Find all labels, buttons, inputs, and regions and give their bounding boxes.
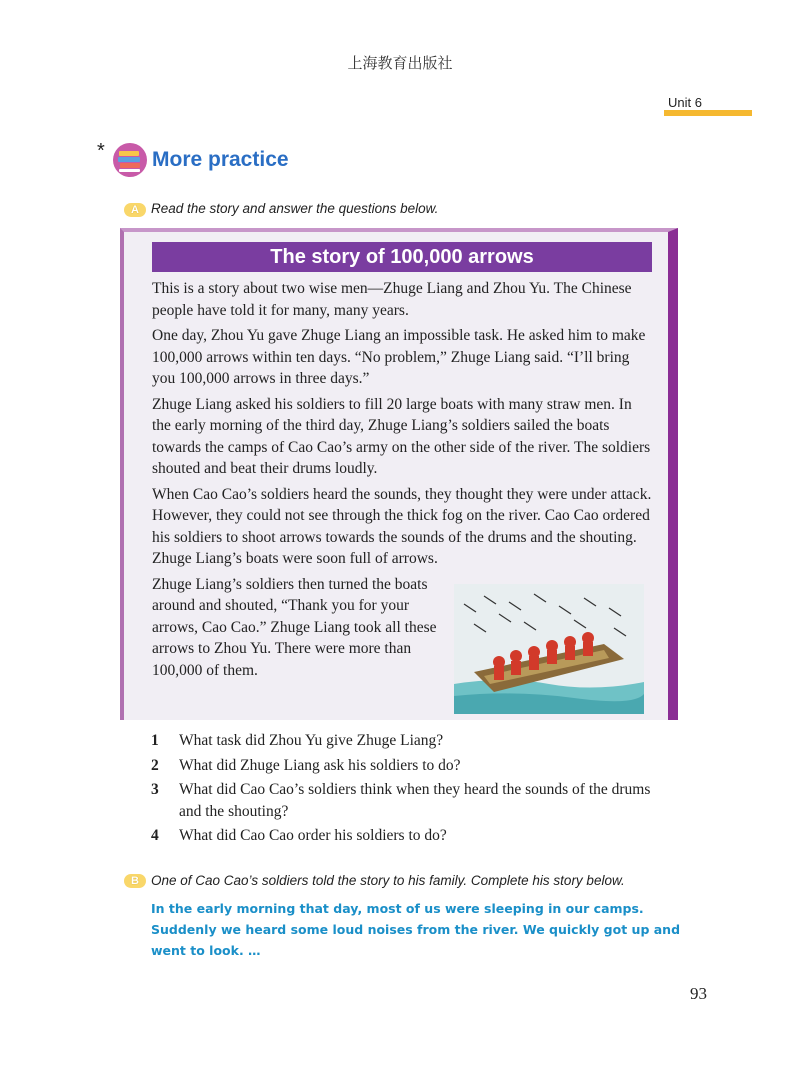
story-paragraph-5: Zhuge Liang’s soldiers then turned the boats around and shouted, “Thank you for your arrows, Cao Cao.” Zhuge Liang took all these arrows to Zhou Yu. There were more than 100,000 of them. (152, 575, 437, 679)
question-text: What task did Zhou Yu give Zhuge Liang? (179, 732, 444, 749)
question-item (151, 825, 671, 847)
story-paragraph-3: Zhuge Liang asked his soldiers to fill 20 large boats with many straw men. In the early morning of the third day, Zhuge Liang’s soldiers sailed the boats towards the camps of Cao Cao’s army on the other side of the river. The soldiers shouted and beat their drums loudly. (152, 395, 651, 477)
story-box (120, 228, 678, 720)
publisher-header: 上海教育出版社 (347, 54, 453, 72)
question-text: What did Zhuge Liang ask his soldiers to do? (179, 756, 461, 774)
books-icon (112, 142, 148, 178)
part-b-story-start: In the early morning that day, most of us were sleeping in our camps. Suddenly we heard some loud noises from the river. We quickly got up and went to look. … (151, 901, 681, 958)
part-b-badge: B (124, 874, 146, 888)
boats-arrows-illustration (454, 584, 644, 714)
question-text: What did Cao Cao’s soldiers think when they heard the sounds of the drums and the shouting? (179, 781, 651, 820)
page-number: 93 (690, 984, 707, 1003)
part-b-instruction: One of Cao Cao’s soldiers told the story to his family. Complete his story below. (151, 873, 625, 888)
unit-label: Unit 6 (668, 95, 702, 110)
question-item (151, 730, 671, 752)
question-text: What did Cao Cao order his soldiers to do? (179, 827, 447, 844)
question-number: 1 (151, 732, 159, 749)
asterisk-mark: * (97, 140, 105, 162)
question-item (151, 755, 671, 777)
question-number: 3 (151, 781, 159, 798)
story-title: The story of 100,000 arrows (152, 242, 652, 272)
part-a-badge: A (124, 203, 146, 217)
story-paragraph-2: One day, Zhou Yu gave Zhuge Liang an impossible task. He asked him to make 100,000 arrows within ten days. “No problem,” Zhuge Liang said. “I’ll bring you 100,000 arrows in three days.” (152, 327, 646, 387)
question-number: 4 (151, 827, 159, 844)
question-item (151, 779, 671, 822)
story-paragraph-1: This is a story about two wise men—Zhuge Liang and Zhou Yu. The Chinese people have told it for many, many years. (152, 280, 632, 319)
section-title: More practice (152, 148, 289, 171)
questions-list (151, 730, 671, 850)
question-number: 2 (151, 756, 159, 774)
story-paragraph-4: When Cao Cao’s soldiers heard the sounds, they thought they were under attack. However, they could not see through the thick fog on the river. Cao Cao ordered his soldiers to shoot arrows towards the sounds of the drums and the shouting. Zhuge Liang’s boats were soon full of arrows. (152, 485, 652, 567)
unit-bar (664, 110, 752, 116)
part-a-instruction: Read the story and answer the questions below. (151, 201, 439, 216)
